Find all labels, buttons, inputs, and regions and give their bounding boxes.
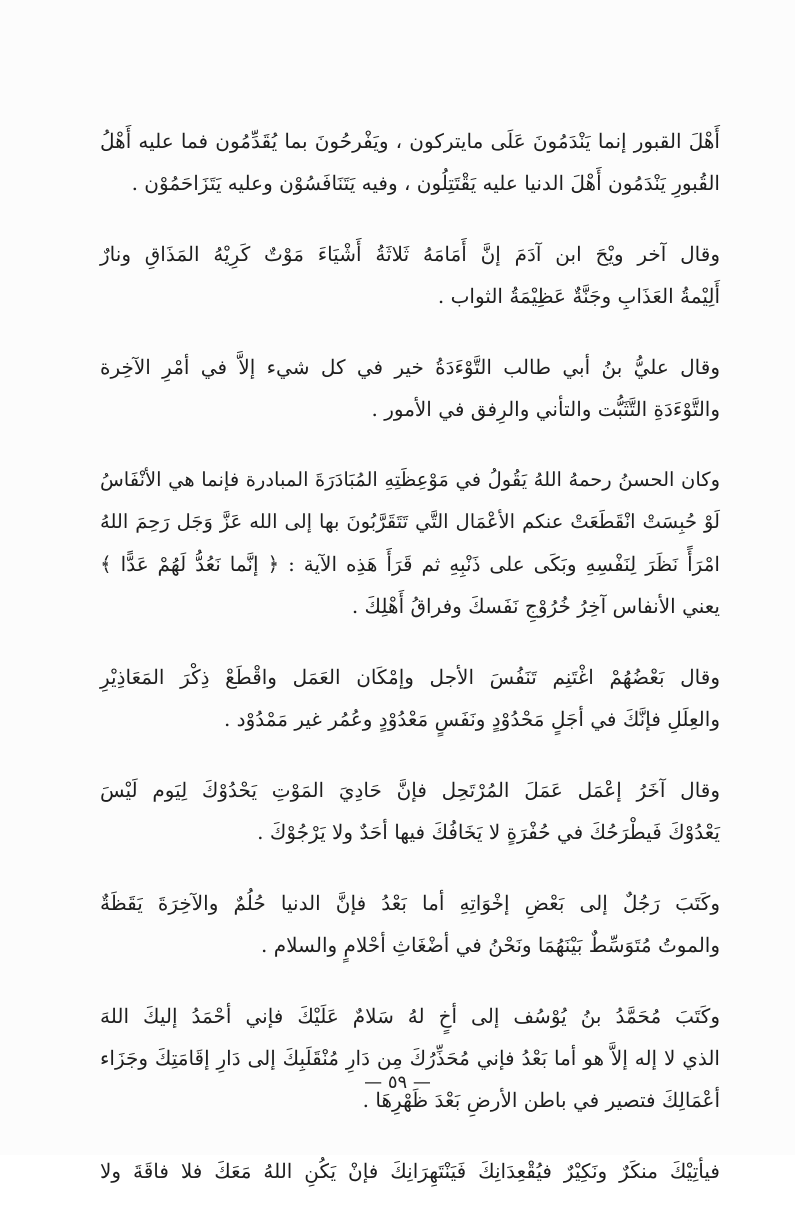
text-line: وكان الحسنُ رحمهُ اللهُ يَقُولُ في مَوْعِظَتِهِ المُبَادَرَةَ المبادرة فإنما هي الأنْفَاسُ xyxy=(100,468,720,491)
text-line: وكَتَبَ مُحَمَّدُ بنُ يُوْسُف إلى أخٍ لهُ سَلامٌ عَلَيْكَ فإني أحْمَدُ إليكَ اللهَ xyxy=(100,1004,720,1028)
text-line: أَلِيْمةُ العَذَابِ وجَنَّةٌ عَظِيْمَةُ الثواب . xyxy=(437,284,720,308)
text-line: أَهْلَ القبور إنما يَنْدَمُونَ عَلَى مايتركون ، ويَفْرحُونَ بما يُقَدِّمُون فما عليه أَهْلُ xyxy=(100,129,720,153)
paragraph xyxy=(100,346,720,430)
paragraph xyxy=(100,1150,720,1192)
paragraph xyxy=(100,995,720,1121)
text-line: والتَّوْءَدَةِ التَّثَبُّت والتأني والرِفق في الأمور . xyxy=(371,397,720,421)
paragraph xyxy=(100,120,720,204)
text-line: وكَتَبَ رَجُلٌ إلى بَعْضِ إخْوَاتِهِ أما بَعْدُ فإنَّ الدنيا حُلُمٌ والآخِرَةَ يَقَظَةٌ xyxy=(100,891,720,915)
text-line: امْرَأً نَظَرَ لِنَفْسِهِ وبَكَى على ذَنْبِهِ ثم قَرَأَ هَذِه الآية : ﴿ إنَّما نَعُدُّ لَهُمْ عَدًّا ﴾ xyxy=(100,552,720,576)
paragraph xyxy=(100,459,720,627)
text-line: وقال آخَرُ إعْمَل عَمَلَ المُرْتَحِل فإنَّ حَادِيَ المَوْتِ يَحْدُوْكَ لِيَوم لَيْسَ xyxy=(100,778,720,802)
text-line: يَعْدُوْكَ فَيطْرَحُكَ في حُفْرَةٍ لا يَخَافُكَ فيها أحَدٌ ولا يَرْجُوْكَ . xyxy=(257,820,720,844)
text-line: لَوْ حُبِسَتْ انْقَطَعَتْ عنكم الأعْمَال التَّي تَتَقَرَّبُونَ بها إلى الله عَزَّ وَجَل رَحِمَ اللهُ xyxy=(100,510,720,533)
text-line: وقال آخر ويْحَ ابن آدَمَ إنَّ أَمَامَهُ ثَلاثَةُ أَشْيَاءَ مَوْتٌ كَرِيْهُ المَذَاقِ ونارٌ xyxy=(100,242,720,266)
paragraph xyxy=(100,769,720,853)
text-line: الذي لا إله إلاَّ هو أما بَعْدُ فإني مُحَذِّرُكَ مِن دَارِ مُنْقَلَبِكَ إلى دَارِ إقَامَتِكَ وجَزَاء xyxy=(100,1046,720,1070)
text-line: وقال بَعْضُهُمْ اغْتَنِم تَنَفُسَ الأجل وإمْكَان العَمَل واقْطَعْ ذِكْرَ المَعَاذِيْرِ xyxy=(100,665,720,689)
body-text xyxy=(100,120,720,1221)
paragraph xyxy=(100,882,720,966)
text-line: يعني الأنفاس آخِرُ خُرُوْجِ نَفَسكَ وفراقُ أَهْلِكَ . xyxy=(351,594,720,618)
paragraph xyxy=(100,233,720,317)
text-line: القُبورِ يَنْدَمُون أَهْلَ الدنيا عليه يَقْتَتِلُون ، وفيه يَتَنَافَسُوْن وعليه يَتَزَاحَمُوْن . xyxy=(131,171,720,195)
paragraph xyxy=(100,656,720,740)
text-line: والعِلَلِ فإنَّكَ في أجَلٍ مَحْدُوْدٍ ونَفَسٍ مَعْدُوْدٍ وعُمُر غير مَمْدُوْد . xyxy=(223,707,720,731)
text-line: وقال عليُّ بنُ أبي طالب التَّوْءَدَةُ خير في كل شيء إلاَّ في أمْرِ الآخِرة xyxy=(100,355,720,379)
text-line: أعْمَالِكَ فتصير في باطن الأرضِ بَعْدَ ظَهْرِهَا . xyxy=(362,1088,720,1112)
text-line: والموتُ مُتَوَسِّطٌ بَيْنَهُمَا ونَحْنُ في أضْغَاثِ أحْلامٍ والسلام . xyxy=(261,933,720,957)
page-number: — ٥٩ — xyxy=(364,1072,431,1093)
text-line: فيأتِيْكَ منكَرٌ ونَكِيْرٌ فيُقْعِدَانِكَ فَيَنْتَهِرَانِكَ فإنْ يَكُنِ اللهُ مَعَكَ فلا فاقَةَ ولا xyxy=(100,1159,720,1183)
